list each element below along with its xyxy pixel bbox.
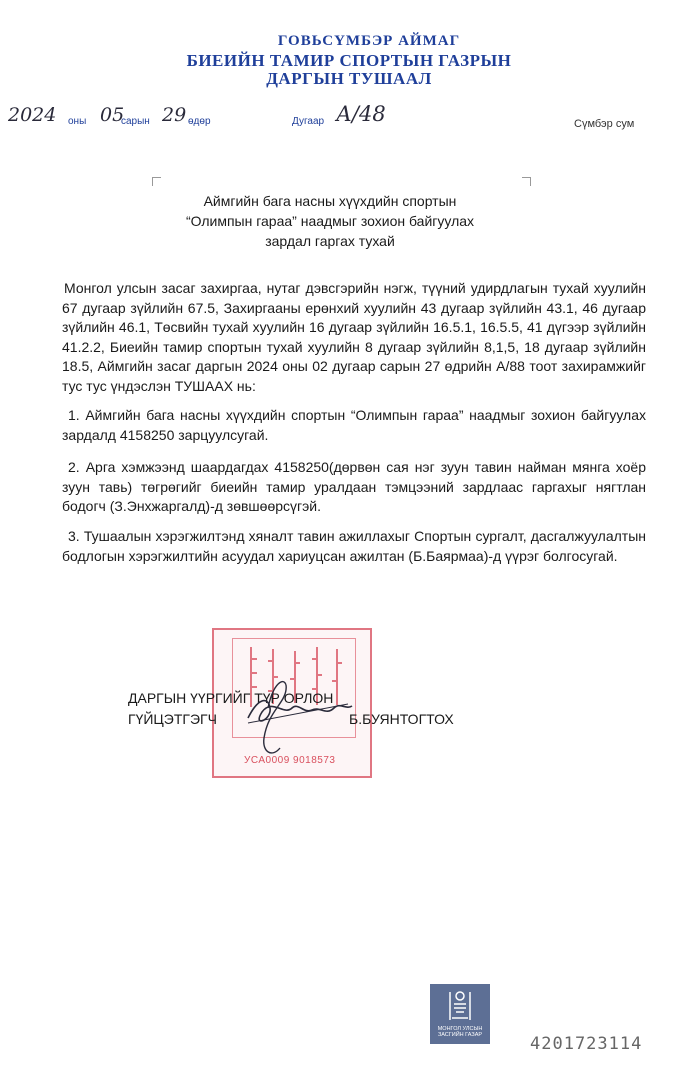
place-name: Сүмбэр сум [574, 118, 635, 130]
title-line-3: зардал гаргах тухай [265, 233, 395, 249]
signatory-title-line-2: ГҮЙЦЭТГЭГЧ [128, 711, 217, 727]
document-title [90, 191, 570, 251]
document-serial-number: 4201723114 [530, 1034, 643, 1054]
date-day-label: өдөр [188, 116, 211, 127]
order-item-1-text: 1. Аймгийн бага насны хүүхдийн спортын “Олимпын гараа” наадмыг зохион байгуулах зардалд 4158250 зарцуулсугай. [62, 407, 646, 443]
soyombo-emblem-icon [430, 984, 490, 1024]
preamble-text: Монгол улсын засаг захиргаа, нутаг дэвсгэрийн нэгж, түүний удирдлагын тухай хуулийн 67 дугаар зүйлийн 67.5, Захиргааны ерөнхий хуулийн 43 дугаар зүйлийн 43.1, 46 дугаар зүйлийн 46.1, Төсвийн тухай хуулийн 16 дугаар зүйлийн 16.5.1, 16.5.5, 41 дүгээр зүйлийн 41.2.2, Биеийн тамир спортын тухай хуулийн 8 дугаар зүйлийн 8,1,5, 18 дугаар зүйлийн 18.5, Аймгийн засаг даргын 2024 оны 02 дугаар сарын 27 өдрийн А/88 тоот захирамжийг тус тус үндэслэн ТУШААХ нь: [62, 280, 646, 394]
order-item-3 [62, 527, 646, 566]
document-type: ДАРГЫН ТУШААЛ [266, 69, 432, 88]
government-logo [430, 984, 490, 1044]
date-year: 2024 [8, 104, 57, 126]
title-corner-left [152, 177, 161, 186]
order-item-3-text: 3. Тушаалын хэрэгжилтэнд хяналт тавин ажиллахыг Спортын сургалт, дасгалжуулалтын бодлогын хэрэгжилтийн асуудал хариуцсан ажилтан (Б.Баярмаа)-д үүрэг болгосугай. [62, 528, 646, 564]
title-line-1: Аймгийн бага насны хүүхдийн спортын [203, 193, 457, 209]
date-year-label: оны [68, 116, 87, 127]
meta-line [8, 104, 668, 134]
title-corner-right [522, 177, 531, 186]
number-label: Дугаар [292, 116, 325, 127]
date-month-label: сарын [121, 116, 150, 127]
order-number: А/48 [336, 102, 386, 126]
signatory-name: Б.БУЯНТОГТОХ [349, 711, 454, 727]
handwritten-signature-icon [228, 668, 368, 768]
preamble-paragraph [62, 279, 646, 396]
order-item-1 [62, 406, 646, 445]
signatory-title-line-1: ДАРГЫН ҮҮРГИЙГ ТҮР ОРЛОН [128, 690, 334, 706]
title-line-2: “Олимпын гараа” наадмыг зохион байгуулах [185, 213, 475, 229]
order-item-2-text: 2. Арга хэмжээнд шаардагдах 4158250(дөрвөн сая нэг зуун тавин найман мянга хоёр зуун тавь) төгрөгийг биеийн тамир уралдаан тэмцээний зардлаас гаргахыг нягтлан бодогч (З.Энхжаргалд)-д зөвшөөрсүгэй. [62, 459, 646, 514]
date-month: 05 [100, 104, 125, 126]
logo-caption: МОНГОЛ УЛСЫН ЗАСГИЙН ГАЗАР [437, 1026, 483, 1038]
agency-name: БИЕИЙН ТАМИР СПОРТЫН ГАЗРЫН [186, 51, 512, 70]
date-day: 29 [162, 104, 187, 126]
stamp-code: УСА0009 9018573 [244, 755, 336, 766]
order-item-2 [62, 458, 646, 517]
province-name: ГОВЬСҮМБЭР АЙМАГ [277, 33, 461, 49]
